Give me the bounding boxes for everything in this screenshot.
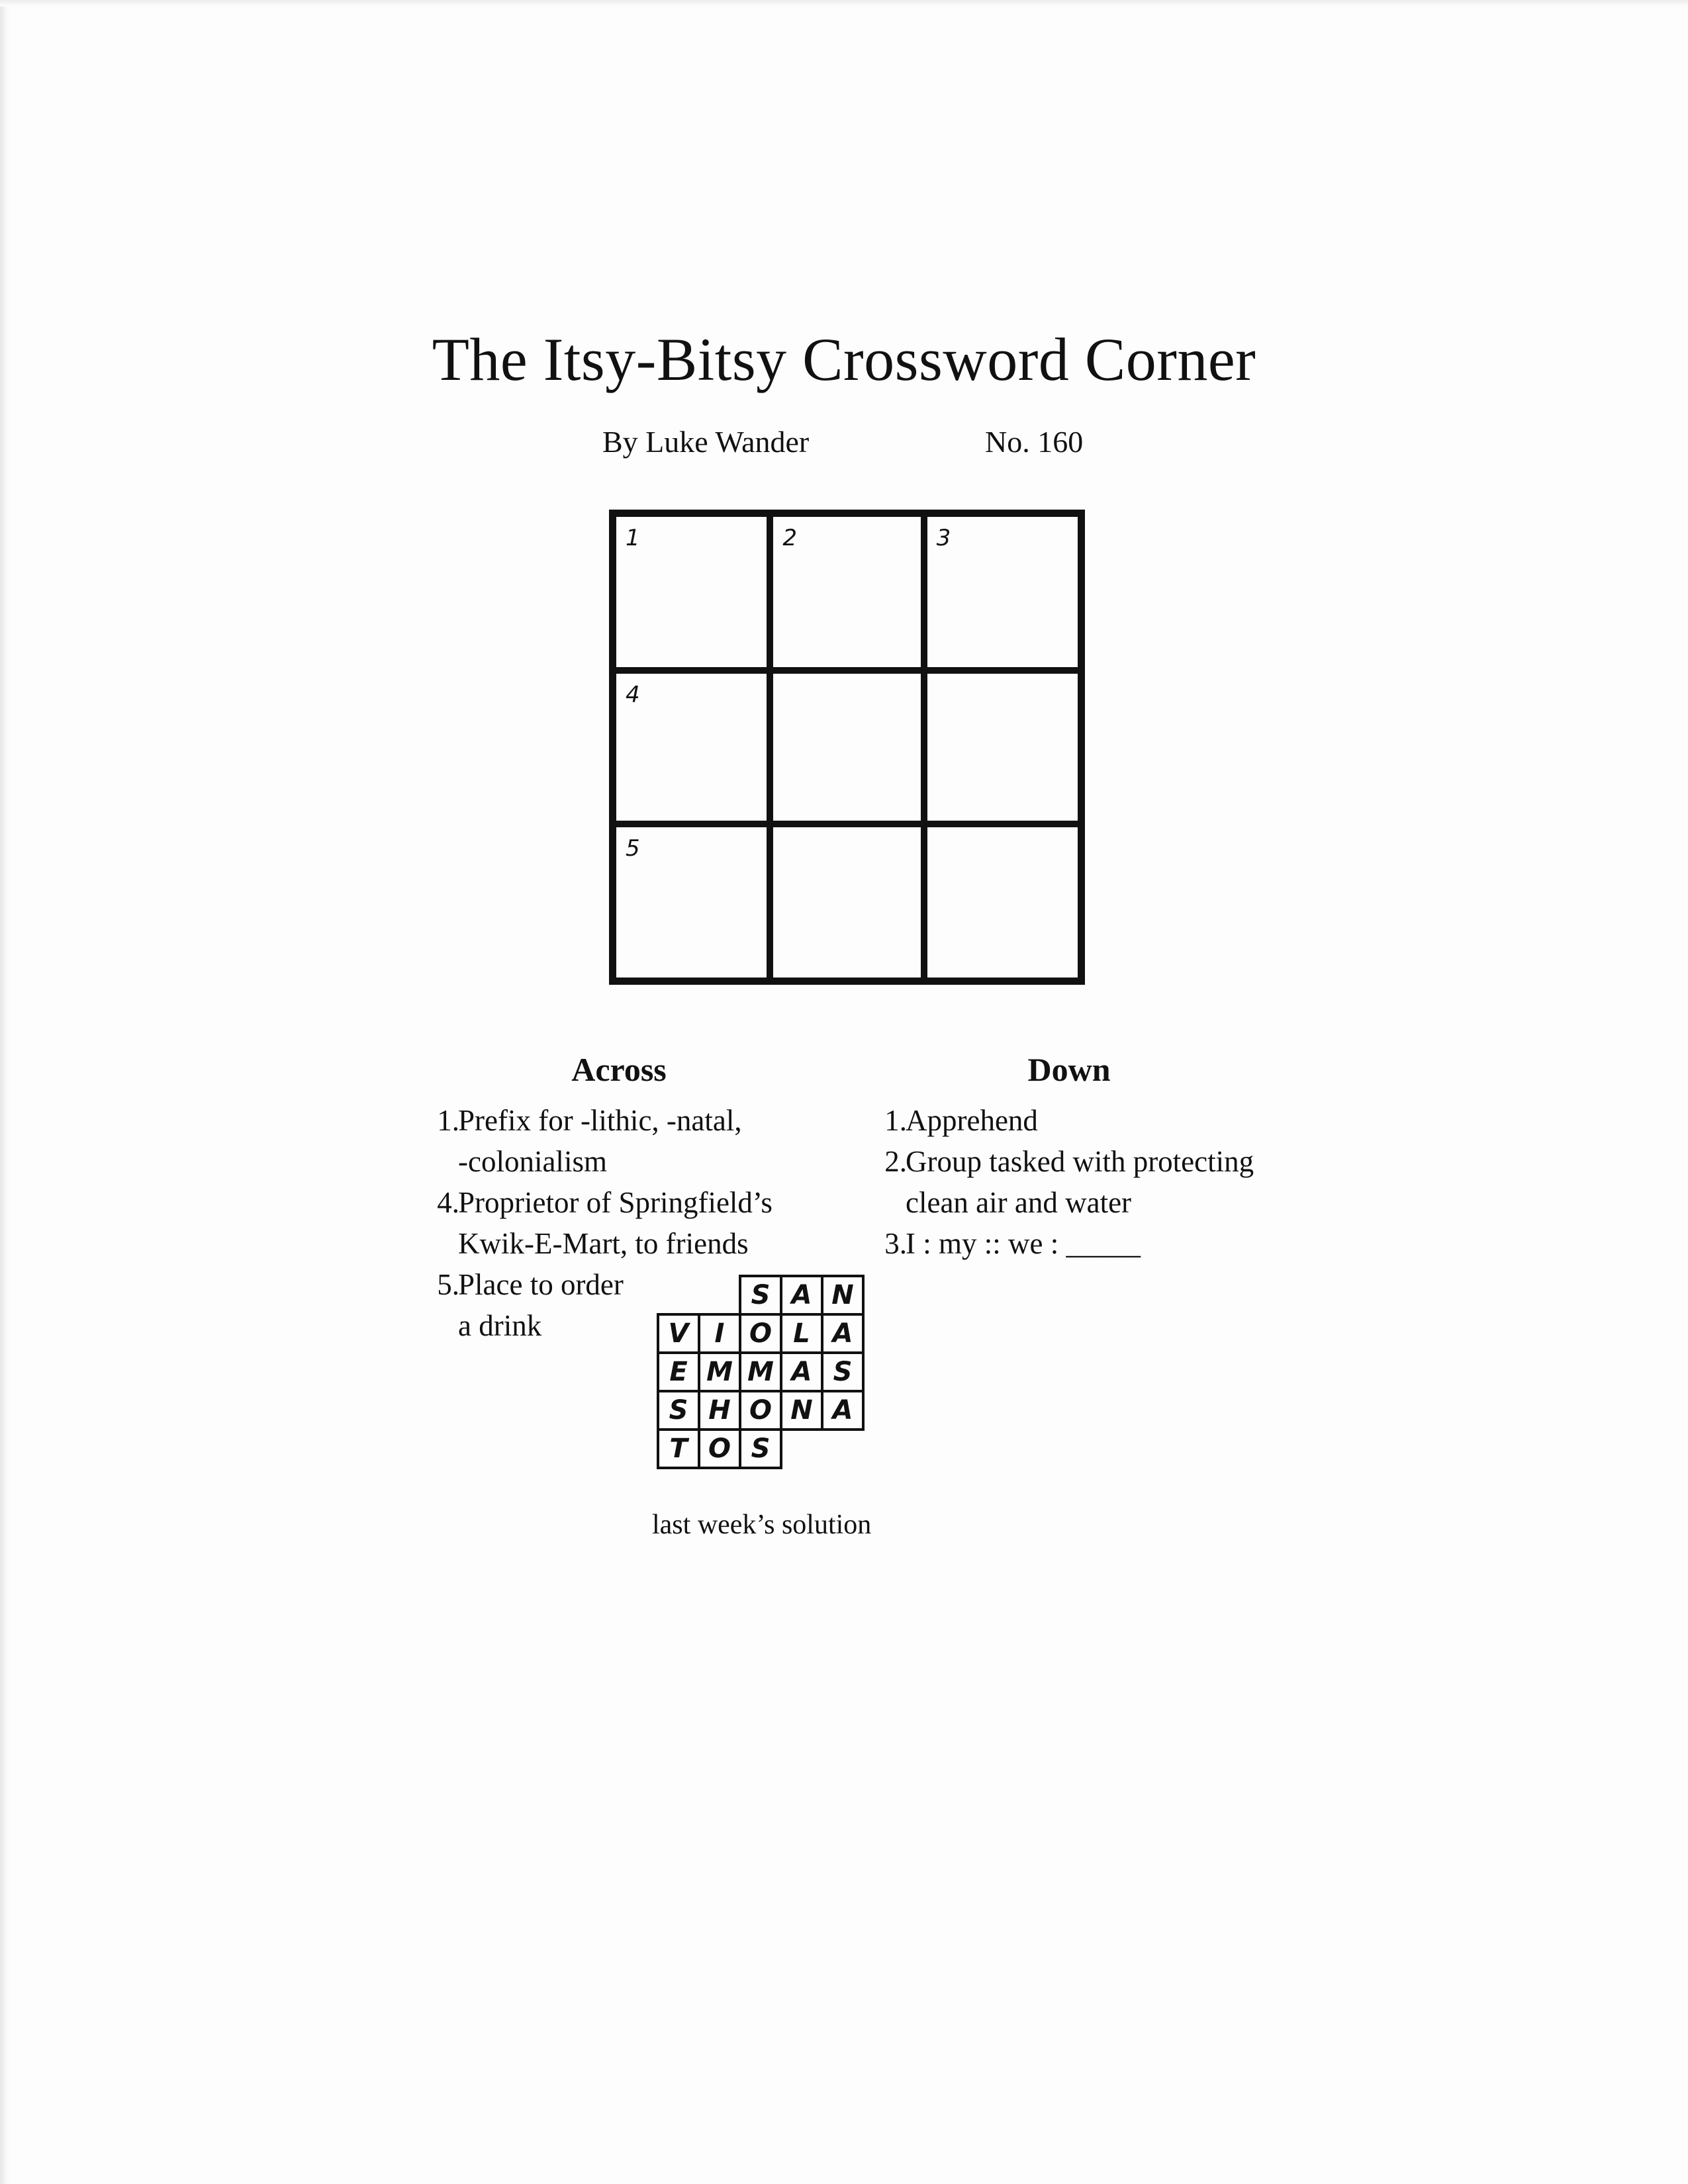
clue-number: 1. <box>437 1104 459 1137</box>
clue-number: 2. <box>884 1145 907 1178</box>
solution-cell: I <box>698 1313 741 1354</box>
clue-text: I : my :: we : _____ <box>906 1227 1141 1260</box>
solution-cell: E <box>657 1351 700 1392</box>
grid-cell[interactable] <box>924 517 1078 670</box>
solution-cell: S <box>739 1275 782 1316</box>
clue-text: Group tasked with protecting <box>906 1145 1254 1178</box>
solution-cell: S <box>739 1428 782 1469</box>
clue-text-continued: -colonialism <box>458 1145 607 1178</box>
solution-cell: A <box>780 1275 823 1316</box>
puzzle-number: No. 160 <box>985 425 1084 459</box>
solution-cell: M <box>698 1351 741 1392</box>
clue-number: 3. <box>884 1227 907 1260</box>
solution-cell: N <box>780 1390 823 1431</box>
cell-number: 3 <box>936 525 951 551</box>
grid-cell[interactable] <box>770 670 923 824</box>
down-heading: Down <box>1027 1051 1111 1088</box>
clue-text-continued: Kwik-E-Mart, to friends <box>458 1227 749 1260</box>
clue-number: 5. <box>437 1268 459 1301</box>
grid-cell[interactable] <box>924 670 1078 824</box>
clue-text-continued: clean air and water <box>906 1186 1132 1219</box>
solution-cell: O <box>739 1313 782 1354</box>
clue-number: 4. <box>437 1186 459 1219</box>
grid-cell[interactable] <box>616 670 770 824</box>
cell-number: 5 <box>626 835 640 862</box>
cell-number: 2 <box>782 525 797 551</box>
solution-cell: S <box>821 1351 865 1392</box>
solution-caption: last week’s solution <box>652 1510 872 1540</box>
solution-cell: O <box>698 1428 741 1469</box>
solution-cell: A <box>821 1390 865 1431</box>
solution-cell: V <box>657 1313 700 1354</box>
solution-cell: M <box>739 1351 782 1392</box>
scan-top-shadow <box>0 0 1688 7</box>
grid-cell[interactable] <box>616 517 770 670</box>
cell-number: 4 <box>626 682 640 708</box>
byline: By Luke Wander <box>602 425 810 459</box>
solution-cell: L <box>780 1313 823 1354</box>
solution-cell: H <box>698 1390 741 1431</box>
solution-cell: O <box>739 1390 782 1431</box>
solution-cell: A <box>780 1351 823 1392</box>
solution-cell: S <box>657 1390 700 1431</box>
clue-text: Proprietor of Springfield’s <box>458 1186 773 1219</box>
grid-cell[interactable] <box>770 824 923 978</box>
clue-text: Place to order <box>458 1268 624 1301</box>
clue-text: Apprehend <box>906 1104 1038 1137</box>
grid-cell[interactable] <box>616 824 770 978</box>
solution-cell: N <box>821 1275 865 1316</box>
solution-cell: T <box>657 1428 700 1469</box>
crossword-grid <box>609 510 1085 985</box>
clue-number: 1. <box>884 1104 907 1137</box>
across-heading: Across <box>571 1051 667 1088</box>
cell-number: 1 <box>626 525 640 551</box>
clue-text-continued: a drink <box>458 1309 542 1342</box>
clue-text: Prefix for -lithic, -natal, <box>458 1104 742 1137</box>
grid-cell[interactable] <box>924 824 1078 978</box>
grid-cell[interactable] <box>770 517 923 670</box>
page-title: The Itsy-Bitsy Crossword Corner <box>432 326 1256 393</box>
solution-cell: A <box>821 1313 865 1354</box>
